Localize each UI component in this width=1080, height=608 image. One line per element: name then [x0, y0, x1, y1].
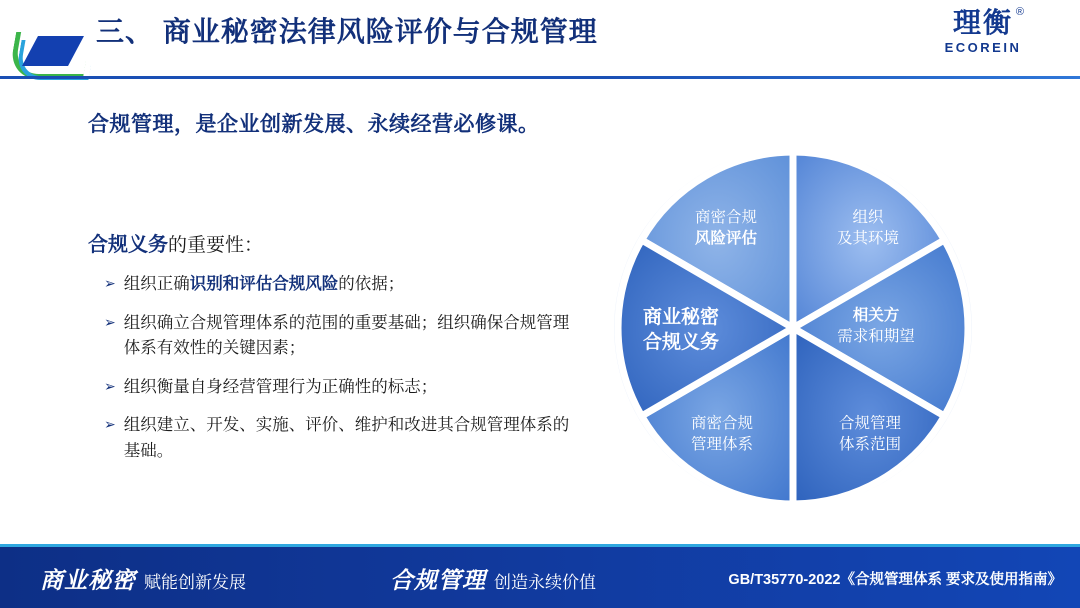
list-item-text [124, 272, 405, 298]
wheel-label-line1: 商密合规 [694, 209, 757, 226]
bullet-arrow-icon: ➢ [104, 275, 116, 291]
brand-name-cn [952, 6, 1026, 39]
footer-slogan-2 [390, 562, 596, 595]
wheel-label-line2: 及其环境 [836, 229, 899, 247]
wheel-label-line1: 商密合规 [690, 415, 753, 432]
section-heading-rest: 的重要性： [168, 235, 264, 256]
list-item-strong: 识别和评估合规风险 [189, 275, 339, 293]
lede-text: 合规管理，是企业创新发展、永续经营必修课。 [88, 113, 540, 136]
wheel-label-line1: 合规管理 [838, 415, 901, 432]
brand-name-en: ECOREIN [944, 39, 1022, 55]
registered-mark-icon: ® [1015, 6, 1026, 18]
wheel-center-line1: 商业秘密 [642, 307, 719, 328]
brand-logo [908, 8, 1058, 55]
section-heading-strong: 合规义务 [88, 234, 168, 256]
list-item-pre: 组织正确 [123, 275, 190, 293]
slide-footer [0, 544, 1080, 608]
page-title: 三、 商业秘密法律风险评价与合规管理 [96, 16, 598, 47]
list-item [104, 375, 574, 401]
footer-accent-line [0, 544, 1080, 547]
footer-slogan-1 [40, 562, 246, 595]
wheel-label-line2: 风险评估 [694, 229, 757, 247]
list-item-text: 组织衡量自身经营管理行为正确性的标志； [123, 377, 438, 396]
wheel-center-line2: 合规义务 [642, 331, 719, 353]
list-item [104, 311, 574, 362]
footer-slogan-1-light: 赋能创新发展 [144, 573, 246, 592]
list-item [104, 413, 574, 464]
footer-slogan-2-strong: 合规管理 [390, 567, 486, 593]
brand-name-cn-text: 理衡 [952, 7, 1013, 38]
wheel-label-line2: 需求和期望 [837, 327, 915, 345]
bullet-arrow-icon: ➢ [104, 416, 116, 433]
footer-slogan-2-light: 创造永续价值 [494, 573, 596, 592]
slide-header [0, 0, 1080, 82]
list-item-post: 的依据； [338, 275, 405, 293]
list-item-text: 组织确立合规管理体系的范围的重要基础；组织确保合规管理体系有效性的关键因素； [123, 313, 570, 358]
ecorein-diamond-logo-icon [12, 30, 96, 82]
section-heading [88, 228, 263, 257]
wheel-label-line1: 相关方 [852, 307, 900, 324]
wheel-label-line1: 组织 [852, 209, 884, 226]
footer-slogan-1-strong: 商业秘密 [40, 567, 136, 593]
bullet-list [104, 272, 574, 477]
wheel-label-line2: 管理体系 [690, 435, 753, 453]
bullet-arrow-icon: ➢ [104, 313, 116, 330]
footer-standard-reference: GB/T35770-2022《合规管理体系 要求及使用指南》 [728, 572, 1062, 588]
wheel-svg [613, 148, 973, 508]
wheel-label-line2: 体系范围 [838, 435, 901, 453]
list-item-text: 组织建立、开发、实施、评价、维护和改进其合规管理体系的基础。 [123, 416, 570, 460]
compliance-wheel-diagram [613, 148, 973, 508]
header-divider [0, 76, 1080, 79]
list-item [104, 272, 574, 298]
bullet-arrow-icon: ➢ [104, 377, 116, 394]
